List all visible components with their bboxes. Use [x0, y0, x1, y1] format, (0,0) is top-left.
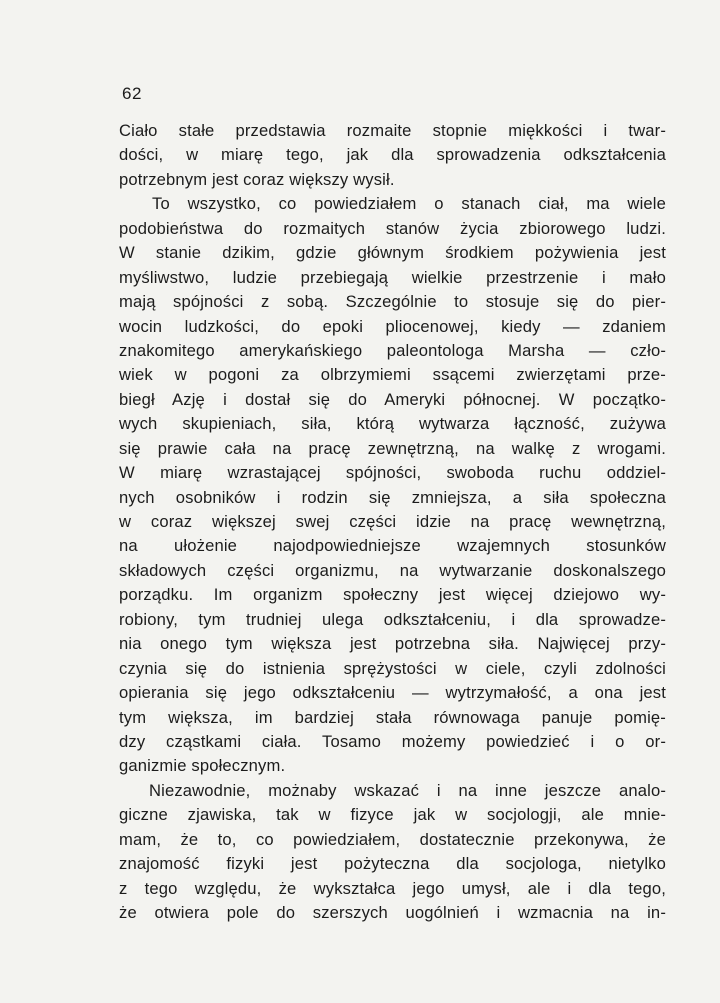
text-line: czynia się do istnienia sprężystości w ciele, czyli zdolności [119, 658, 666, 678]
page-number: 62 [122, 84, 142, 103]
text-line: ganizmie społecznym. [119, 756, 286, 776]
text-line: mają spójności z sobą. Szczególnie to stosuje się do pier- [119, 292, 666, 312]
text-line: potrzebnym jest coraz większy wysił. [119, 169, 395, 189]
body-text [119, 119, 666, 925]
text-line: znakomitego amerykańskiego paleontologa Marsha — czło- [119, 340, 666, 360]
text-line: nych osobników i rodzin się zmniejsza, a siła społeczna [119, 487, 666, 507]
text-line: wych skupieniach, siła, którą wytwarza łączność, zużywa [119, 414, 666, 434]
text-line: dości, w miarę tego, jak dla sprowadzenia odkształcenia [119, 145, 666, 165]
text-line: opierania się jego odkształceniu — wytrzymałość, a ona jest [119, 683, 666, 703]
text-line: biegł Azję i dostał się do Ameryki północnej. W początko- [119, 389, 666, 409]
paragraph-1 [119, 119, 666, 192]
text-line: wiek w pogoni za olbrzymiemi ssącemi zwierzętami prze- [119, 365, 666, 385]
text-line: że otwiera pole do szerszych uogólnień i wzmacnia na in- [119, 903, 666, 922]
text-line: porządku. Im organizm społeczny jest więcej dziejowo wy- [119, 585, 666, 605]
paragraph-2 [119, 192, 666, 779]
text-line: tym większa, im bardziej stała równowaga panuje pomię- [119, 707, 666, 727]
text-line: Ciało stałe przedstawia rozmaite stopnie miękkości i twar- [119, 121, 666, 140]
text-line: giczne zjawiska, tak w fizyce jak w socjologji, ale mnie- [119, 805, 666, 825]
text-line: myśliwstwo, ludzie przebiegają wielkie przestrzenie i mało [119, 267, 666, 287]
text-line: mam, że to, co powiedziałem, dostatecznie przekonywa, że [119, 829, 666, 849]
text-line: wocin ludzkości, do epoki pliocenowej, kiedy — zdaniem [119, 316, 666, 336]
text-line: W miarę wzrastającej spójności, swoboda ruchu oddziel- [119, 463, 666, 483]
text-line: podobieństwa do rozmaitych stanów życia zbiorowego ludzi. [119, 218, 666, 238]
text-line: To wszystko, co powiedziałem o stanach ciał, ma wiele [152, 194, 666, 214]
text-line: się prawie cała na pracę zewnętrzną, na walkę z wrogami. [119, 438, 666, 458]
text-line: z tego względu, że wykształca jego umysł, ale i dla tego, [119, 878, 666, 898]
text-line: Niezawodnie, możnaby wskazać i na inne jeszcze analo- [149, 780, 666, 800]
text-line: znajomość fizyki jest pożyteczna dla socjologa, nietylko [119, 854, 666, 874]
text-line: nia onego tym większa jest potrzebna siła. Najwięcej przy- [119, 634, 666, 654]
text-line: w coraz większej swej części idzie na pracę wewnętrzną, [119, 512, 666, 531]
text-line: robiony, tym trudniej ulega odkształceniu, i dla sprowadze- [119, 609, 666, 629]
text-line: dzy cząstkami ciała. Tosamo możemy powiedzieć i o or- [119, 731, 666, 751]
text-line: W stanie dzikim, gdzie głównym środkiem pożywienia jest [119, 243, 666, 263]
text-line: składowych części organizmu, na wytwarzanie doskonalszego [119, 560, 666, 580]
text-line: na ułożenie najodpowiedniejsze wzajemnych stosunków [119, 536, 666, 556]
paragraph-3 [119, 779, 666, 926]
